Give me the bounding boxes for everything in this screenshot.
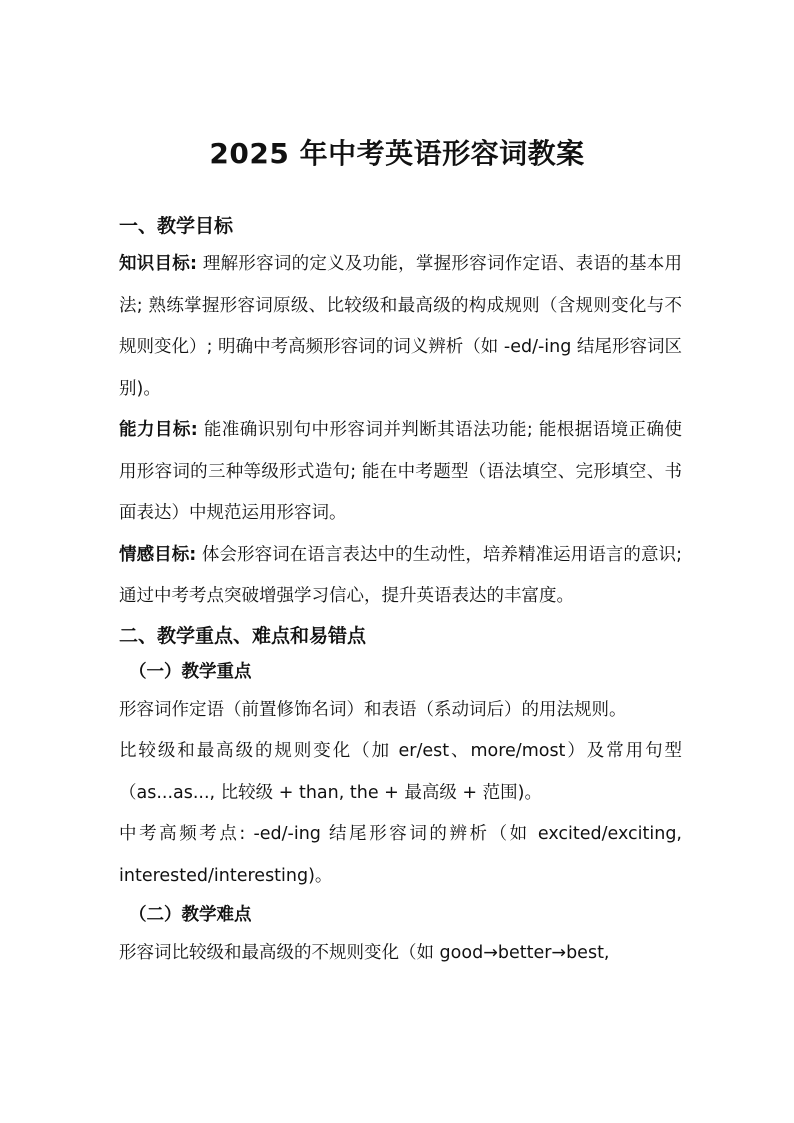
difficulty-item: 形容词比较级和最高级的不规则变化（如 good→better→best, — [119, 943, 610, 963]
paragraph-knowledge-objective — [119, 244, 682, 410]
section-heading-objectives: 一、教学目标 — [119, 215, 234, 237]
text-emotion-objective: 体会形容词在语言表达中的生动性，培养精准运用语言的意识; 通过中考考点突破增强学习信心，提升英语表达的丰富度。 — [119, 544, 682, 606]
text-knowledge-objective: 理解形容词的定义及功能，掌握形容词作定语、表语的基本用法; 熟练掌握形容词原级、比较级和最高级的构成规则（含规则变化与不规则变化）; 明确中考高频形容词的词义辨析（如 -ed/-ing 结尾形容词区别)。 — [119, 254, 683, 399]
key-point-item: 中考高频考点: -ed/-ing 结尾形容词的辨析（如 excited/exciting, interested/interesting)。 — [119, 824, 682, 886]
section-heading-key-points: 二、教学重点、难点和易错点 — [119, 624, 367, 647]
label-ability-objective: 能力目标: — [119, 420, 198, 440]
paragraph-ability-objective — [119, 410, 682, 535]
paragraph-emotion-objective — [119, 535, 682, 618]
label-knowledge-objective: 知识目标: — [119, 254, 198, 274]
key-point-item: 形容词作定语（前置修饰名词）和表语（系动词后）的用法规则。 — [119, 699, 627, 720]
document-body — [119, 208, 682, 975]
label-emotion-objective: 情感目标: — [119, 544, 197, 565]
key-point-item: 比较级和最高级的规则变化（加 er/est、more/most）及常用句型（as...as..., 比较级 + than, the + 最高级 + 范围)。 — [119, 741, 682, 803]
text-ability-objective: 能准确识别句中形容词并判断其语法功能; 能根据语境正确使用形容词的三种等级形式造句; 能在中考题型（语法填空、完形填空、书面表达）中规范运用形容词。 — [119, 420, 682, 523]
document-title: 2025 年中考英语形容词教案 — [209, 137, 585, 170]
subsection-heading-difficulties: （二）教学难点 — [129, 905, 252, 925]
subsection-heading-key-points: （一）教学重点 — [129, 661, 252, 682]
